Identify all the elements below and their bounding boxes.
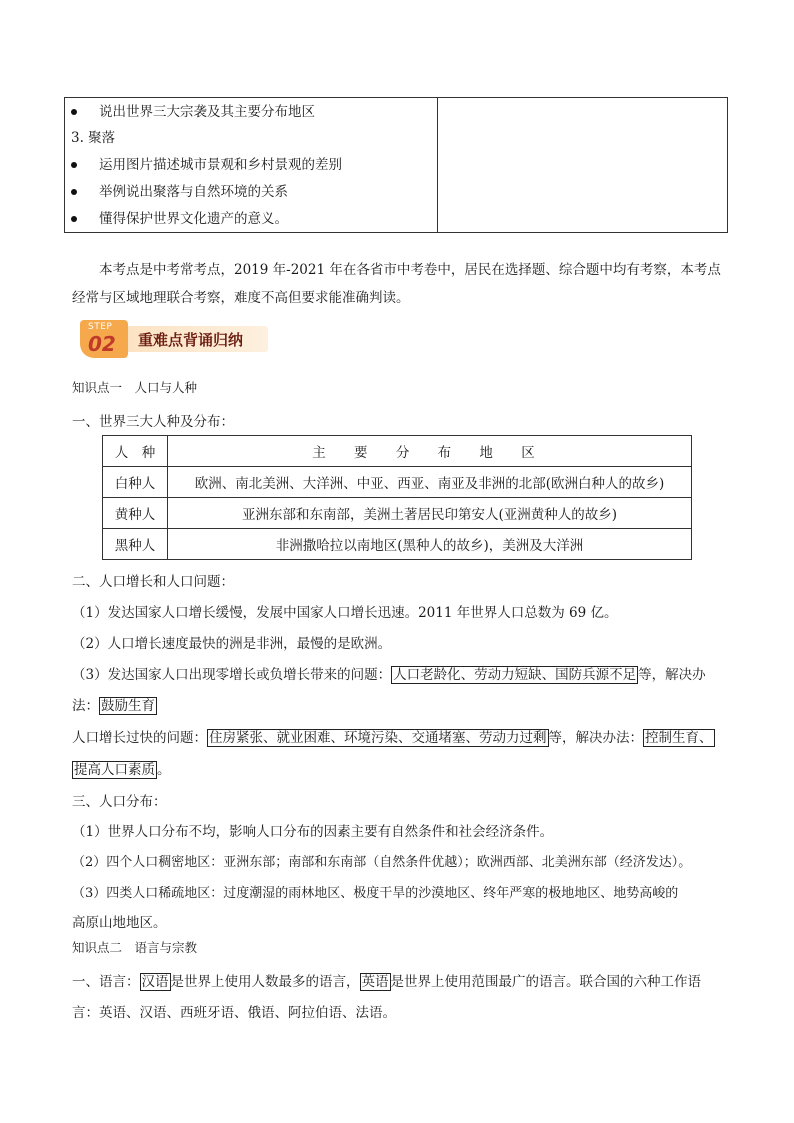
boxed-answer: 鼓励生育: [101, 698, 155, 714]
bullet-icon: [71, 216, 77, 222]
region-cell: 欧洲、南北美洲、大洋洲、中亚、西亚、南亚及非洲的北部(欧洲白种人的故乡): [168, 467, 692, 498]
s3-line-2: （2）四个人口稠密地区：亚洲东部；南部和东南部（自然条件优越）；欧洲西部、北美洲东部（经济发达）。: [72, 855, 692, 870]
race-table: [102, 435, 692, 560]
header-cell: 人 种: [103, 436, 168, 467]
objective-text: 运用图片描述城市景观和乡村景观的差别: [99, 157, 342, 173]
region-cell: 亚洲东部和东南部，美洲土著居民印第安人(亚洲黄种人的故乡): [168, 498, 692, 529]
step-badge: [80, 320, 270, 358]
table-header-row: [103, 436, 692, 467]
table-row: [103, 467, 692, 498]
section-heading: [71, 126, 115, 146]
text-span: 等，解决办: [638, 667, 706, 683]
boxed-answer: 英语: [361, 974, 389, 990]
objective-item: [71, 153, 342, 173]
section-3-heading: 三、人口分布：: [72, 794, 167, 810]
boxed-answer: 提高人口素质: [74, 762, 155, 778]
race-cell: 白种人: [103, 467, 168, 498]
kp2-title: 知识点二 语言与宗教: [72, 940, 198, 955]
objective-text: 说出世界三大宗袭及其主要分布地区: [99, 104, 315, 120]
text-span: 是世界上使用范围最广的语言。联合国的六种工作语: [390, 974, 701, 990]
boxed-answer: 汉语: [141, 974, 169, 990]
kp1-title: 知识点一 人口与人种: [72, 380, 198, 395]
region-cell: 非洲撒哈拉以南地区(黑种人的故乡)，美洲及大洋洲: [168, 529, 692, 560]
objective-item: [71, 207, 288, 227]
s3-line-4: 高原山地地区。: [72, 915, 167, 931]
s2-line-3: [72, 663, 706, 683]
s2-line-5: [72, 726, 715, 746]
race-cell: 黑种人: [103, 529, 168, 560]
badge-step-label: STEP: [88, 322, 113, 332]
section-1-heading: 一、世界三大人种及分布：: [72, 414, 234, 430]
text-span: 一、语言：: [72, 974, 140, 990]
s3-line-3: （3）四类人口稀疏地区：过度潮湿的雨林地区、极度干旱的沙漠地区、终年严寒的极地地区、地势高峻的: [72, 886, 679, 901]
bullet-icon: [71, 109, 77, 115]
s2-line-2: （2）人口增长速度最快的洲是非洲，最慢的是欧洲。: [72, 636, 392, 652]
intro-line-1: 本考点是中考常考点，2019 年-2021 年在各省市中考卷中，居民在选择题、综合题中均有考察，本考点: [99, 262, 721, 278]
badge-step-number: 02: [88, 332, 116, 356]
text-span: 人口增长过快的问题：: [72, 730, 207, 746]
lang-line-2: 言：英语、汉语、西班牙语、俄语、阿拉伯语、法语。: [72, 1005, 396, 1021]
s3-line-1: （1）世界人口分布不均，影响人口分布的因素主要有自然条件和社会经济条件。: [72, 824, 554, 840]
text-span: 。: [157, 762, 171, 778]
s2-line-4: [72, 694, 157, 714]
objective-item: [71, 180, 288, 200]
objective-text: 懂得保护世界文化遗产的意义。: [99, 211, 288, 227]
objectives-box: [64, 97, 728, 233]
boxed-answer: 人口老龄化、劳动力短缺、国防兵源不足: [393, 667, 637, 683]
text-span: 等，解决办法：: [548, 730, 643, 746]
badge-title: 重难点背诵归纳: [138, 331, 244, 349]
table-row: [103, 529, 692, 560]
race-cell: 黄种人: [103, 498, 168, 529]
box-divider: [437, 98, 438, 232]
s2-line-1: （1）发达国家人口增长缓慢，发展中国家人口增长迅速。2011 年世界人口总数为 69 亿。: [72, 605, 618, 621]
boxed-answer: 控制生育、: [645, 730, 713, 746]
table-row: [103, 498, 692, 529]
objective-text: 3. 聚落: [71, 130, 116, 146]
objective-text: 举例说出聚落与自然环境的关系: [99, 184, 288, 200]
bullet-icon: [71, 162, 77, 168]
bullet-icon: [71, 189, 77, 195]
boxed-answer: 住房紧张、就业困难、环境污染、交通堵塞、劳动力过剩: [209, 730, 547, 746]
objective-item: [71, 100, 315, 120]
text-span: （3）发达国家人口出现零增长或负增长带来的问题：: [72, 667, 392, 683]
intro-line-2: 经常与区域地理联合考察，难度不高但要求能准确判读。: [72, 290, 410, 306]
text-span: 法：: [72, 698, 99, 714]
section-2-heading: 二、人口增长和人口问题：: [72, 574, 234, 590]
s2-line-6: [72, 758, 171, 778]
header-cell: 主 要 分 布 地 区: [168, 436, 692, 467]
text-span: 是世界上使用人数最多的语言，: [170, 974, 360, 990]
lang-line-1: [72, 970, 701, 990]
